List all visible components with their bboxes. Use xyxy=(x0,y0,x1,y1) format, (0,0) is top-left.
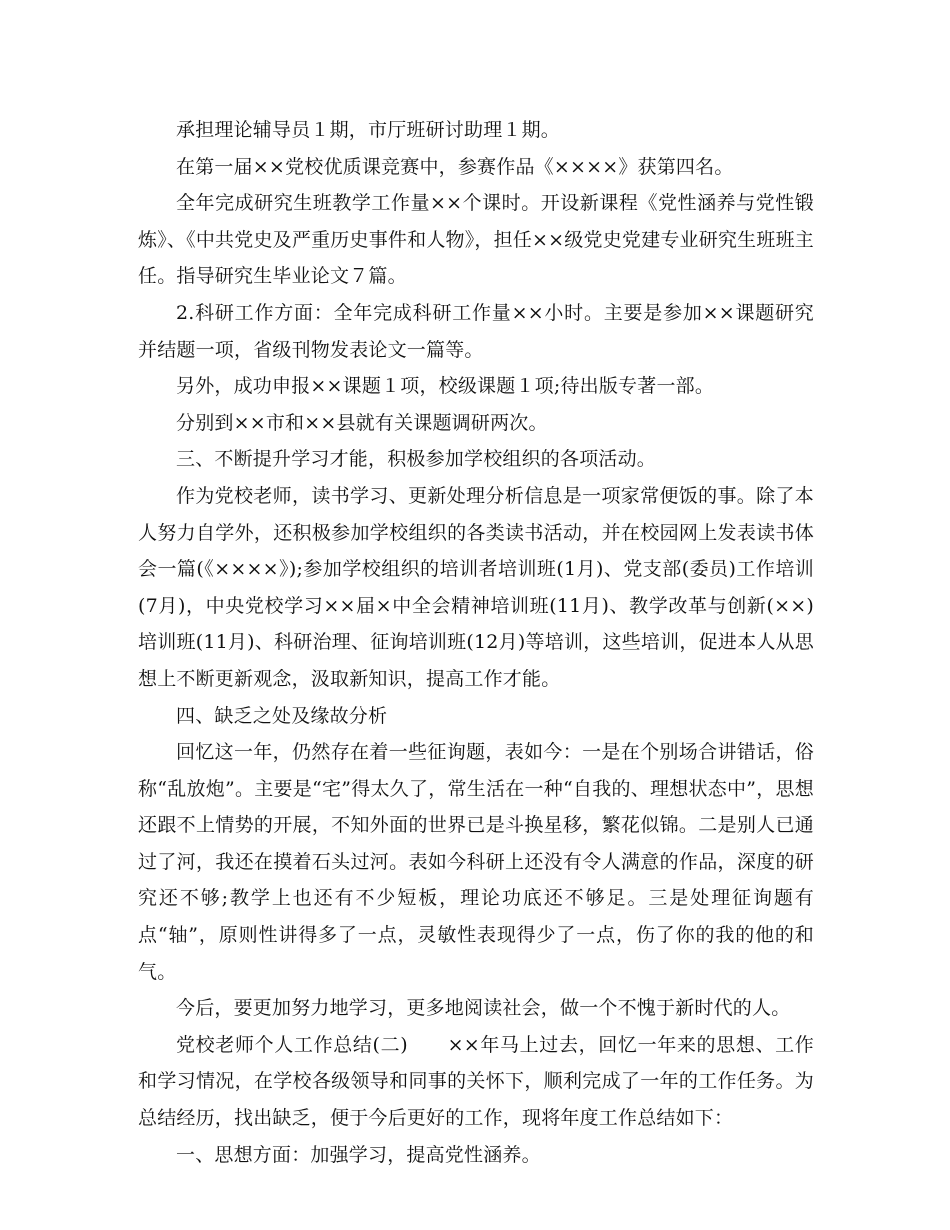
section-heading-shortcomings: 四、缺乏之处及缘故分析 xyxy=(176,704,388,727)
paragraph-course-competition: 在第一届××党校优质课竞赛中，参赛作品《××××》获第四名。 xyxy=(176,155,734,178)
paragraph-project-applications: 另外，成功申报××课题１项，校级课题１项;待出版专著一部。 xyxy=(176,375,715,398)
document-page xyxy=(138,112,814,1173)
paragraph-shortcomings-analysis: 回忆这一年，仍然存在着一些征询题，表如今：一是在个别场合讲错话，俗称“乱放炮”。主要是“宅”得太久了，常生活在一种“自我的、理想状态中”，思想还跟不上情势的开展，不知外面的世界已是斗换星移，繁花似锦。二是别人已通过了河，我还在摸着石头过河。表如今科研上还没有令人满意的作品，深度的研究还不够;教学上也还有不少短板，理论功底还不够足。三是处理征询题有点“轴”，原则性讲得多了一点，灵敏性表现得少了一点，伤了你的我的他的和气。 xyxy=(138,741,814,983)
paragraph-training-roles: 承担理论辅导员１期，市厅班研讨助理１期。 xyxy=(176,119,561,141)
paragraph-field-research: 分别到××市和××县就有关课题调研两次。 xyxy=(176,411,548,434)
paragraph-teaching-workload: 全年完成研究生班教学工作量××个课时。开设新课程《党性涵养与党性锻炼》、《中共党史及严重历史事件和人物》，担任××级党史党建专业研究生班班主任。指导研究生毕业论文７篇。 xyxy=(138,192,814,288)
section-heading-ideology: 一、思想方面：加强学习，提高党性涵养。 xyxy=(176,1143,541,1166)
paragraph-study-activities: 作为党校老师，读书学习、更新处理分析信息是一项家常便饭的事。除了本人努力自学外，还积极参加学校组织的各类读书活动，并在校园网上发表读书体会一篇(《××××》);参加学校组织的培训者培训班(1月)、党支部(委员)工作培训(7月)，中央党校学习××届×中全会精神培训班(11月)、教学改革与创新(××)培训班(11月)、科研治理、征询培训班(12月)等培训，这些培训，促进本人从思想上不断更新观念，汲取新知识，提高工作才能。 xyxy=(138,484,814,690)
paragraph-summary-two-intro: 党校老师个人工作总结(二) ××年马上过去，回忆一年来的思想、工作和学习情况，在学校各级领导和同事的关怀下，顺利完成了一年的工作任务。为总结经历，找出缺乏，便于今后更好的工作，现将年度工作总结如下： xyxy=(138,1033,814,1130)
section-heading-learning: 三、不断提升学习才能，积极参加学校组织的各项活动。 xyxy=(176,448,657,471)
paragraph-research-work: 2.科研工作方面：全年完成科研工作量××小时。主要是参加××课题研究并结题一项，省级刊物发表论文一篇等。 xyxy=(138,301,814,361)
paragraph-future-plan: 今后，要更加努力地学习，更多地阅读社会，做一个不愧于新时代的人。 xyxy=(176,997,791,1020)
